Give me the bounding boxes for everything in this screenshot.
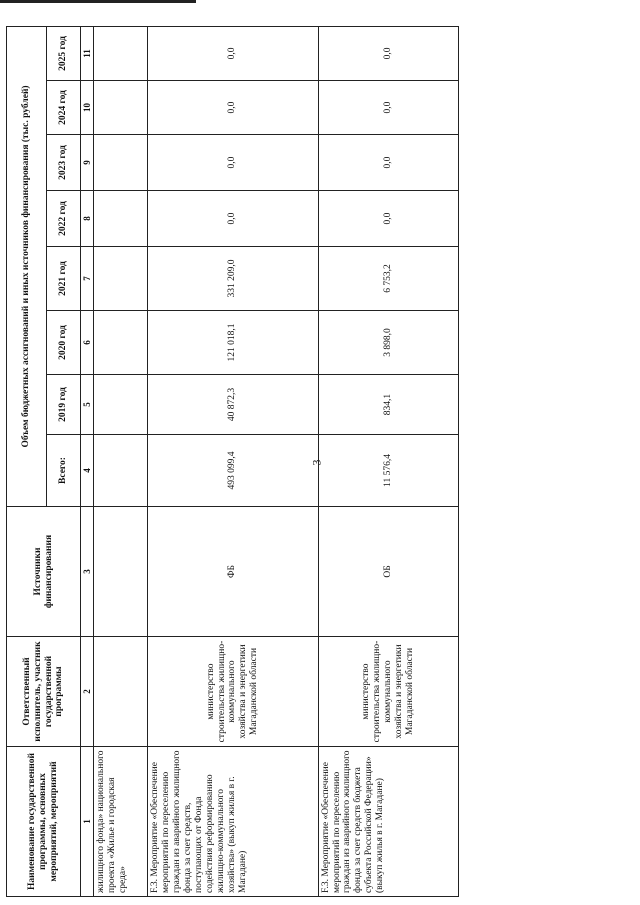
row-value: 0,0 xyxy=(148,26,318,80)
table-row xyxy=(94,26,148,896)
header-year: 2019 год xyxy=(47,375,81,435)
header-year: 2023 год xyxy=(47,135,81,191)
row-source xyxy=(94,507,148,637)
row-value xyxy=(94,247,148,311)
index-cell: 5 xyxy=(81,375,94,435)
row-value: 3 898,0 xyxy=(318,311,458,375)
row-source: ОБ xyxy=(318,507,458,637)
row-value: 331 209,0 xyxy=(148,247,318,311)
row-value: 6 753,2 xyxy=(318,247,458,311)
row-value: 0,0 xyxy=(318,81,458,135)
index-cell: 11 xyxy=(81,26,94,80)
row-total: 493 099,4 xyxy=(148,435,318,507)
row-value: 0,0 xyxy=(318,26,458,80)
top-rule xyxy=(0,0,196,3)
row-name: F.3. Мероприятие «Обеспечение мероприятий по переселению граждан из аварийного жилищного фонда за счет средств, поступающих от Фонда содействия реформированию жилищно-коммунального хозяйства» (выкуп жилья в г. Магадане) xyxy=(148,747,318,897)
table-row xyxy=(318,26,458,896)
index-cell: 4 xyxy=(81,435,94,507)
row-value xyxy=(94,26,148,80)
index-cell: 6 xyxy=(81,311,94,375)
header-year: 2020 год xyxy=(47,311,81,375)
row-value xyxy=(94,375,148,435)
header-funding-group: Объем бюджетных ассигнований и иных источников финансирования (тыс. рублей) xyxy=(7,26,47,506)
row-executor: министерство строительства жилищно-коммунального хозяйства и энергетики Магаданской области xyxy=(148,637,318,747)
row-source: ФБ xyxy=(148,507,318,637)
header-name: Наименование государственной программы, основных мероприятий, мероприятий xyxy=(7,747,81,897)
row-value xyxy=(94,311,148,375)
row-value xyxy=(94,135,148,191)
row-name: жилищного фонда» национального проекта «Жилье и городская среда» xyxy=(94,747,148,897)
row-value: 121 018,1 xyxy=(148,311,318,375)
page-number: 3 xyxy=(309,459,324,466)
row-value: 40 872,3 xyxy=(148,375,318,435)
index-cell: 9 xyxy=(81,135,94,191)
row-value: 834,1 xyxy=(318,375,458,435)
table-row xyxy=(148,26,318,896)
row-value xyxy=(94,191,148,247)
row-value: 0,0 xyxy=(148,191,318,247)
rotated-table-container xyxy=(6,27,459,897)
row-executor: министерство строительства жилищно-коммунального хозяйства и энергетики Магаданской области xyxy=(318,637,458,747)
row-value: 0,0 xyxy=(148,81,318,135)
header-year: 2022 год xyxy=(47,191,81,247)
index-cell: 1 xyxy=(81,747,94,897)
row-total xyxy=(94,435,148,507)
index-cell: 10 xyxy=(81,81,94,135)
header-source: Источники финансирования xyxy=(7,507,81,637)
row-name: F.3. Мероприятие «Обеспечение мероприятий по переселению граждан из аварийного жилищного фонда за счет средств бюджета субъекта Российской Федерации» (выкуп жилья в г. Магадане) xyxy=(318,747,458,897)
header-year: 2021 год xyxy=(47,247,81,311)
row-value: 0,0 xyxy=(318,135,458,191)
header-executor: Ответственный исполнитель, участник государственной программы xyxy=(7,637,81,747)
header-year: 2025 год xyxy=(47,26,81,80)
index-cell: 3 xyxy=(81,507,94,637)
row-total: 11 576,4 xyxy=(318,435,458,507)
index-cell: 8 xyxy=(81,191,94,247)
row-value: 0,0 xyxy=(318,191,458,247)
row-value: 0,0 xyxy=(148,135,318,191)
index-cell: 2 xyxy=(81,637,94,747)
row-value xyxy=(94,81,148,135)
index-cell: 7 xyxy=(81,247,94,311)
header-year: 2024 год xyxy=(47,81,81,135)
funding-table xyxy=(6,26,459,897)
header-total: Всего: xyxy=(47,435,81,507)
row-executor xyxy=(94,637,148,747)
